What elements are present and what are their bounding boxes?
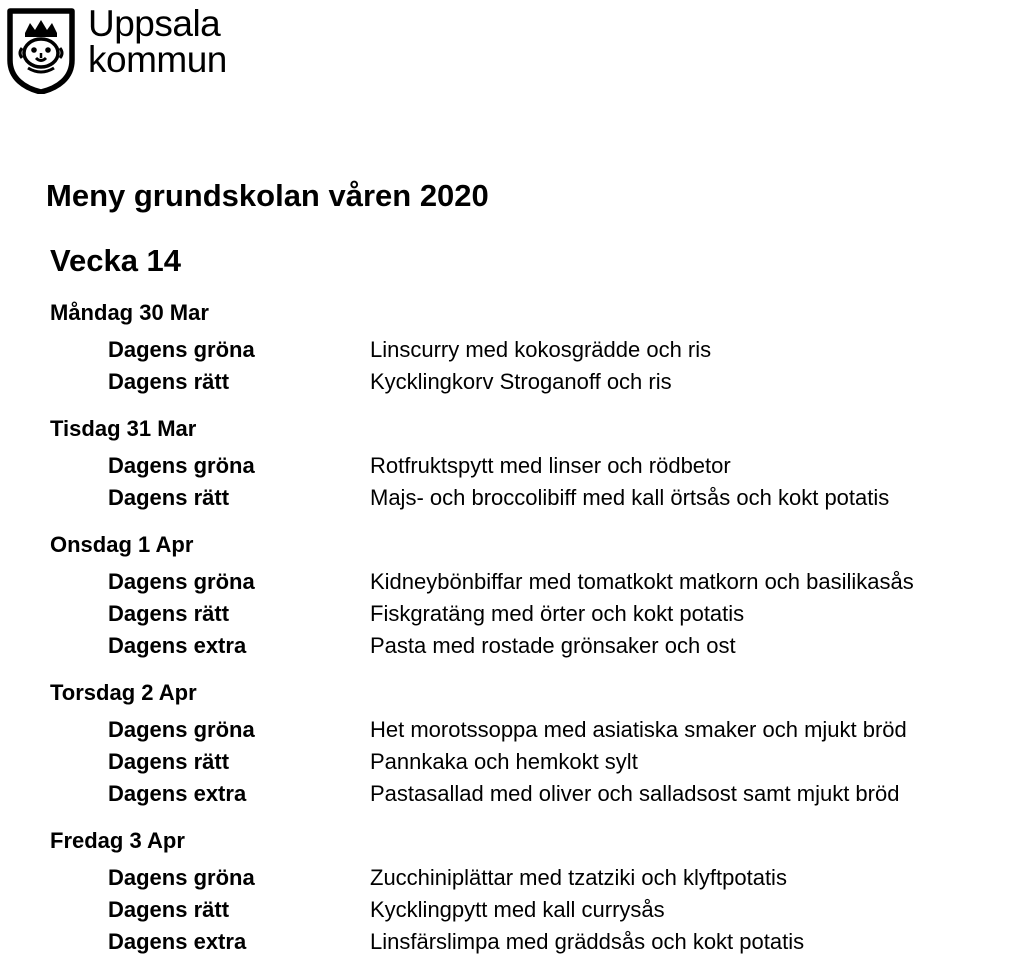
meal-label: Dagens rätt — [108, 369, 230, 394]
day-thursday — [50, 678, 1010, 810]
meal-row — [50, 926, 1010, 958]
meal-dish: Pannkaka och hemkokt sylt — [370, 749, 638, 774]
meal-label: Dagens rätt — [108, 485, 230, 510]
meal-row — [50, 630, 1010, 662]
day-name: Onsdag 1 Apr — [50, 532, 194, 557]
meal-row — [50, 366, 1010, 398]
meal-dish: Zucchiniplättar med tzatziki och klyftpotatis — [370, 865, 787, 890]
day-friday — [50, 826, 1010, 958]
meal-row — [50, 482, 1010, 514]
meal-label: Dagens gröna — [108, 453, 255, 478]
meal-label: Dagens rätt — [108, 897, 230, 922]
meal-dish: Kidneybönbiffar med tomatkokt matkorn och basilikasås — [370, 569, 914, 594]
day-monday — [50, 298, 1010, 398]
meal-label: Dagens gröna — [108, 865, 255, 890]
crowned-lion-shield-icon — [6, 8, 76, 94]
meal-label: Dagens extra — [108, 633, 247, 658]
meal-label: Dagens rätt — [108, 601, 230, 626]
day-name: Måndag 30 Mar — [50, 300, 209, 325]
meal-row — [50, 746, 1010, 778]
meal-dish: Majs- och broccolibiff med kall örtsås och kokt potatis — [370, 485, 890, 510]
logo-line-1: Uppsala — [88, 3, 221, 44]
meal-row — [50, 714, 1010, 746]
logo-wordmark — [88, 3, 227, 80]
meal-dish: Kycklingkorv Stroganoff och ris — [370, 369, 672, 394]
meal-dish: Pastasallad med oliver och salladsost samt mjukt bröd — [370, 781, 900, 806]
meal-dish: Kycklingpytt med kall currysås — [370, 897, 665, 922]
meal-label: Dagens extra — [108, 781, 247, 806]
day-name: Torsdag 2 Apr — [50, 680, 197, 705]
meal-label: Dagens gröna — [108, 337, 255, 362]
meal-row — [50, 334, 1010, 366]
menu-days — [50, 298, 1010, 974]
day-name: Tisdag 31 Mar — [50, 416, 197, 441]
week-title: Vecka 14 — [50, 243, 182, 278]
day-name: Fredag 3 Apr — [50, 828, 185, 853]
meal-dish: Linsfärslimpa med gräddsås och kokt potatis — [370, 929, 805, 954]
meal-row — [50, 894, 1010, 926]
uppsala-kommun-logo — [6, 3, 246, 94]
meal-label: Dagens rätt — [108, 749, 230, 774]
meal-row — [50, 566, 1010, 598]
meal-row — [50, 862, 1010, 894]
meal-row — [50, 450, 1010, 482]
meal-label: Dagens gröna — [108, 717, 255, 742]
meal-dish: Het morotssoppa med asiatiska smaker och mjukt bröd — [370, 717, 907, 742]
meal-label: Dagens gröna — [108, 569, 255, 594]
meal-dish: Pasta med rostade grönsaker och ost — [370, 633, 736, 658]
page-title: Meny grundskolan våren 2020 — [46, 178, 489, 213]
meal-row — [50, 778, 1010, 810]
meal-dish: Linscurry med kokosgrädde och ris — [370, 337, 712, 362]
day-wednesday — [50, 530, 1010, 662]
meal-label: Dagens extra — [108, 929, 247, 954]
day-tuesday — [50, 414, 1010, 514]
meal-row — [50, 598, 1010, 630]
meal-dish: Fiskgratäng med örter och kokt potatis — [370, 601, 745, 626]
meal-dish: Rotfruktspytt med linser och rödbetor — [370, 453, 731, 478]
logo-line-2: kommun — [88, 39, 227, 80]
